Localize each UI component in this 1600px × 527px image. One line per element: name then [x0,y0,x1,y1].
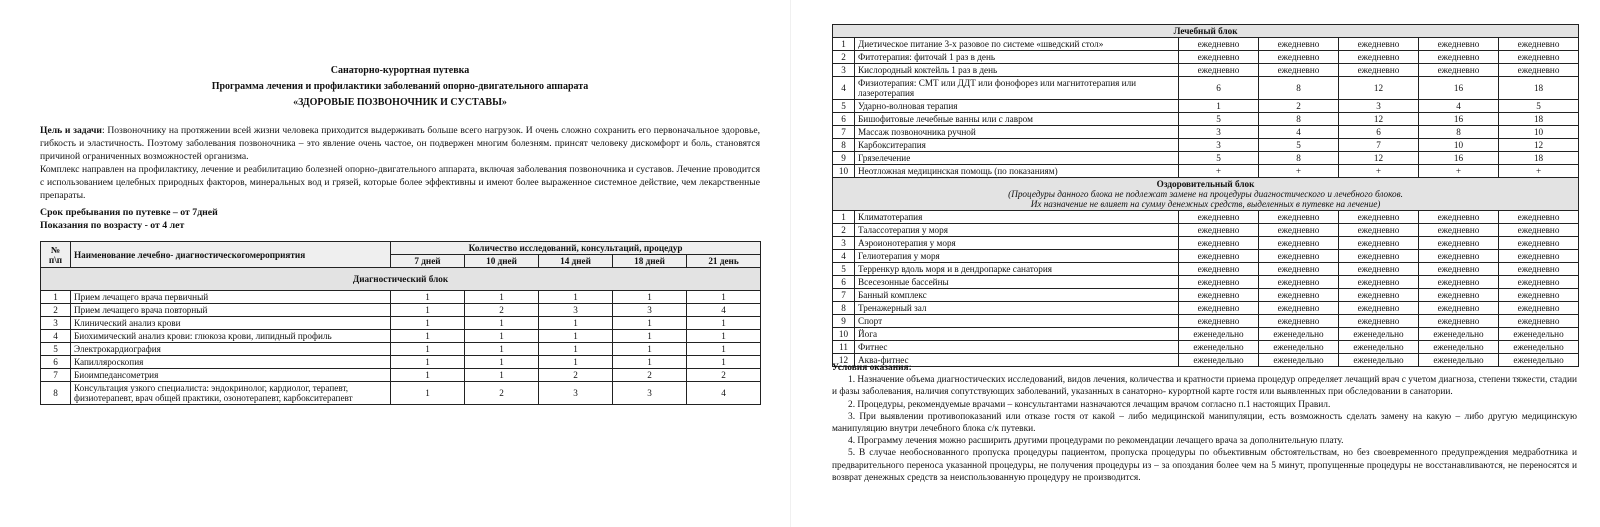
row-name: Капилляроскопия [71,356,391,369]
day-header: 18 дней [613,255,687,268]
row-value: 1 [465,317,539,330]
table-row [833,64,1579,77]
condition-item: 3. При выявлении противопоказаний или отказе гостя от какой – либо медицинской манипуляции, есть возможность сделать замену на какую – либо другую медицинскую манипуляцию внутри лечебного блока с/к путевки. [832,411,1577,435]
row-value: ежедневно [1259,250,1339,263]
row-value: 2 [465,382,539,405]
row-number: 2 [833,51,855,64]
section-row [41,268,761,291]
row-value: ежедневно [1499,64,1579,77]
row-value: 5 [1499,100,1579,113]
row-value: 1 [391,330,465,343]
row-value: ежедневно [1259,211,1339,224]
row-value: ежедневно [1419,38,1499,51]
table-row [41,291,761,304]
table-row [833,139,1579,152]
row-number: 2 [833,224,855,237]
row-value: еженедельно [1259,354,1339,367]
row-value: ежедневно [1179,211,1259,224]
row-value: + [1419,165,1499,178]
table-row [833,126,1579,139]
row-value: ежедневно [1419,211,1499,224]
row-value: еженедельно [1339,354,1419,367]
row-number: 7 [833,126,855,139]
row-number: 4 [41,330,71,343]
table-row [833,165,1579,178]
row-value: еженедельно [1179,354,1259,367]
row-value: ежедневно [1339,276,1419,289]
row-value: еженедельно [1419,341,1499,354]
row-name: Диетическое питание 3-х разовое по системе «шведский стол» [855,38,1179,51]
row-value: ежедневно [1339,315,1419,328]
row-value: ежедневно [1419,315,1499,328]
row-value: ежедневно [1259,276,1339,289]
row-value: 3 [613,304,687,317]
row-number: 11 [833,341,855,354]
row-value: ежедневно [1419,51,1499,64]
row-value: ежедневно [1419,237,1499,250]
row-value: 1 [539,330,613,343]
row-number: 5 [833,100,855,113]
row-value: 8 [1419,126,1499,139]
row-value: 16 [1419,77,1499,100]
table-row [833,51,1579,64]
table-row [833,276,1579,289]
row-number: 8 [41,382,71,405]
row-value: 12 [1339,77,1419,100]
row-name: Талассотерапия у моря [855,224,1179,237]
row-value: 12 [1339,113,1419,126]
row-number: 10 [833,328,855,341]
row-value: 1 [465,356,539,369]
row-value: 5 [1179,113,1259,126]
row-name: Прием лечащего врача повторный [71,304,391,317]
row-name: Биоимпедансометрия [71,369,391,382]
condition-item: 4. Программу лечения можно расширить другими процедурами по рекомендации лечащего врача за дополнительную плату. [848,436,1344,447]
row-value: 5 [1179,152,1259,165]
row-value: 3 [1179,139,1259,152]
row-value: ежедневно [1419,276,1499,289]
row-value: ежедневно [1179,64,1259,77]
row-value: еженедельно [1339,341,1419,354]
row-value: ежедневно [1259,224,1339,237]
row-value: 1 [391,382,465,405]
row-value: 1 [539,291,613,304]
conditions-title: Условия оказания: [832,363,912,373]
row-value: 3 [539,382,613,405]
conditions [832,362,1577,484]
row-value: ежедневно [1339,211,1419,224]
row-value: ежедневно [1179,224,1259,237]
row-value: 2 [613,369,687,382]
row-value: 4 [687,304,761,317]
row-value: 10 [1499,126,1579,139]
row-value: 1 [391,369,465,382]
row-value: еженедельно [1179,341,1259,354]
row-value: ежедневно [1499,302,1579,315]
row-value: + [1499,165,1579,178]
row-number: 5 [833,263,855,276]
table-row [41,330,761,343]
wellness-note: Их назначение не влияет на сумму денежных средств, выделенных в путевке на лечение) [1030,199,1381,209]
row-value: ежедневно [1339,224,1419,237]
table-row [833,289,1579,302]
row-value: ежедневно [1179,315,1259,328]
row-value: ежедневно [1179,276,1259,289]
table-row [41,382,761,405]
row-value: 1 [1179,100,1259,113]
row-value: ежедневно [1499,315,1579,328]
row-name: Консультация узкого специалиста: эндокринолог, кардиолог, терапевт, физиотерапевт, врач общей практики, озонотерапевт, карбокситерапевт [71,382,391,405]
row-name: Биохимический анализ крови: глюкоза крови, липидный профиль [71,330,391,343]
goals-text: : Позвоночнику на протяжении всей жизни человека приходится выдерживать больше всего нагрузок. И очень сложно сохранить его первоначальное здоровье, гибкость и эластичность. Поэтому заболевания позвоночника – это явление очень частое, он подвержен многим болезням. принсят человеку дискомфорт и боль, становятся причиной ограниченных возможностей организма. [40,125,760,162]
row-value: 1 [539,343,613,356]
row-value: 6 [1179,77,1259,100]
row-value: еженедельно [1499,354,1579,367]
row-name: Ударно-волновая терапия [855,100,1179,113]
row-value: ежедневно [1179,51,1259,64]
row-number: 2 [41,304,71,317]
table-row [41,343,761,356]
row-number: 8 [833,302,855,315]
row-value: 1 [465,330,539,343]
wellness-block-title: Оздоровительный блок [1156,179,1255,189]
row-value: 18 [1499,113,1579,126]
row-name: Банный комплекс [855,289,1179,302]
day-header: 21 день [687,255,761,268]
row-value: 4 [1419,100,1499,113]
table-row [833,224,1579,237]
row-value: 1 [391,304,465,317]
row-number: 1 [833,211,855,224]
table-row [833,211,1579,224]
row-name: Аэроионотерапия у моря [855,237,1179,250]
row-value: 10 [1419,139,1499,152]
row-value: ежедневно [1419,224,1499,237]
row-value: 2 [1259,100,1339,113]
row-value: 1 [687,356,761,369]
row-value: еженедельно [1259,341,1339,354]
diagnostic-table [40,241,761,405]
row-value: ежедневно [1259,237,1339,250]
row-value: 2 [687,369,761,382]
row-name: Спорт [855,315,1179,328]
row-value: 2 [539,369,613,382]
page-divider [790,0,791,527]
row-value: ежедневно [1259,64,1339,77]
row-value: 5 [1259,139,1339,152]
row-name: Неотложная медицинская помощь (по показаниям) [855,165,1179,178]
row-value: 18 [1499,152,1579,165]
row-value: ежедневно [1339,302,1419,315]
row-value: + [1339,165,1419,178]
row-value: 1 [465,343,539,356]
row-number: 7 [833,289,855,302]
row-number: 6 [833,276,855,289]
row-number: 4 [833,77,855,100]
row-value: ежедневно [1419,250,1499,263]
row-value: еженедельно [1259,328,1339,341]
row-value: 12 [1499,139,1579,152]
row-value: ежедневно [1339,237,1419,250]
row-value: ежедневно [1499,237,1579,250]
table-row [833,38,1579,51]
row-name: Карбокситерапия [855,139,1179,152]
program-title: Программа лечения и профилактики заболеваний опорно-двигательного аппарата [211,81,589,92]
row-name: Массаж позвоночника ручной [855,126,1179,139]
row-value: 1 [391,291,465,304]
row-value: 16 [1419,152,1499,165]
table-row [833,263,1579,276]
row-number: 7 [41,369,71,382]
row-name: Фитотерапия: фиточай 1 раз в день [855,51,1179,64]
day-header: 14 дней [539,255,613,268]
table-row [833,302,1579,315]
row-number: 9 [833,315,855,328]
row-value: 3 [539,304,613,317]
row-value: 1 [687,317,761,330]
row-value: 1 [465,369,539,382]
table-row [833,328,1579,341]
row-value: 1 [687,330,761,343]
row-value: 1 [613,330,687,343]
table-row [41,356,761,369]
right-page [800,0,1600,527]
row-number: 3 [833,64,855,77]
row-number: 9 [833,152,855,165]
row-value: ежедневно [1499,224,1579,237]
row-name: Бишофитовые лечебные ванны или с лавром [855,113,1179,126]
row-value: ежедневно [1419,64,1499,77]
voucher-title: Санаторно-курортная путевка [330,65,470,76]
row-value: ежедневно [1499,211,1579,224]
row-value: ежедневно [1179,289,1259,302]
stay-duration: Срок пребывания по путевке – от 7дней [40,207,218,218]
program-name: «ЗДОРОВЫЕ ПОЗВОНОЧНИК И СУСТАВЫ» [293,97,507,108]
row-value: 7 [1339,139,1419,152]
row-number: 8 [833,139,855,152]
row-value: ежедневно [1499,289,1579,302]
day-header: 7 дней [391,255,465,268]
row-value: ежедневно [1499,263,1579,276]
row-name: Терренкур вдоль моря и в дендропарке санатория [855,263,1179,276]
table-row [41,317,761,330]
row-name: Физиотерапия: СМТ или ДДТ или фонофорез или магнитотерапия или лазеротерапия [855,77,1179,100]
row-value: ежедневно [1499,51,1579,64]
table-row [833,237,1579,250]
row-value: 1 [613,343,687,356]
row-value: 3 [1339,100,1419,113]
row-value: ежедневно [1339,64,1419,77]
row-value: ежедневно [1259,315,1339,328]
table-row [833,341,1579,354]
condition-item: 5. В случае необоснованного пропуска процедуры пациентом, пропуска процедуры по объективным обстоятельствам, но без своевременного предупреждения медработника и предварительного переноса указанной процедуры, не получения процедуры из – за опоздания более чем на 5 минут, пропущенные процедуры не восстанавливаются, не переносятся и возврат денежных средств за неиспользованную процедуру не производится. [832,448,1577,483]
row-value: 4 [1259,126,1339,139]
row-value: 8 [1259,77,1339,100]
row-value: ежедневно [1499,276,1579,289]
row-name: Грязелечение [855,152,1179,165]
goals-lead: Цель и задачи [40,125,102,136]
row-number: 3 [41,317,71,330]
row-number: 4 [833,250,855,263]
col-group-header: Количество исследований, консультаций, процедур [391,242,761,255]
section-title: Диагностический блок [41,268,761,291]
row-number: 12 [833,354,855,367]
wellness-block-header [833,178,1579,211]
condition-item: 1. Назначение объема диагностических исследований, видов лечения, количества и кратности приема процедур определяет лечащий врач с учетом диагноза, степени тяжести, стадии и фазы заболевания, наличия сопутствующих заболеваний, указанных в санаторно- курортной карте гостя или выявленных при обследовании в санатории. [832,375,1577,398]
row-value: ежедневно [1179,237,1259,250]
row-value: еженедельно [1419,354,1499,367]
row-value: еженедельно [1419,328,1499,341]
row-name: Прием лечащего врача первичный [71,291,391,304]
table-row [833,77,1579,100]
row-value: 1 [391,343,465,356]
row-name: Гелиотерапия у моря [855,250,1179,263]
wellness-section-row [833,178,1579,211]
row-value: ежедневно [1179,263,1259,276]
stay-info [40,206,218,232]
row-number: 5 [41,343,71,356]
row-value: ежедневно [1339,289,1419,302]
row-number: 10 [833,165,855,178]
treatment-section-row [833,25,1579,38]
row-value: 4 [687,382,761,405]
left-page [0,0,780,527]
row-name: Климатотерапия [855,211,1179,224]
complex-text: Комплекс направлен на профилактику, лечение и реабилитацию болезней опорно-двигательного аппарата, включая заболевания позвоночника и суставов. Лечение проводится с использованием целебных природных факторов, минеральных вод и грязей, которые более эффективны и имеют более выраженное системное действие, чем лекарственные препараты. [40,164,760,201]
row-name: Кислородный коктейль 1 раз в день [855,64,1179,77]
condition-item: 2. Процедуры, рекомендуемые врачами – консультантами назначаются лечащим врачом согласно п.1 настоящих Правил. [848,399,1331,410]
row-value: ежедневно [1419,263,1499,276]
row-number: 6 [833,113,855,126]
row-value: ежедневно [1499,38,1579,51]
row-number: 1 [41,291,71,304]
wellness-note: (Процедуры данного блока не подлежат замене на процедуры диагностического и лечебного блоков. [1008,189,1403,199]
row-value: 1 [539,317,613,330]
row-value: 1 [613,356,687,369]
row-value: ежедневно [1419,289,1499,302]
row-value: ежедневно [1339,263,1419,276]
row-value: 8 [1259,152,1339,165]
row-value: ежедневно [1259,38,1339,51]
table-row [833,100,1579,113]
row-number: 1 [833,38,855,51]
row-value: 1 [539,356,613,369]
row-value: 6 [1339,126,1419,139]
row-value: ежедневно [1259,302,1339,315]
row-value: 1 [391,356,465,369]
row-value: 3 [1179,126,1259,139]
row-value: ежедневно [1179,302,1259,315]
table-header-row [41,242,761,255]
row-value: 18 [1499,77,1579,100]
row-value: 1 [613,291,687,304]
row-value: 1 [391,317,465,330]
row-value: 1 [687,343,761,356]
row-value: 1 [687,291,761,304]
table-row [41,304,761,317]
row-value: 3 [613,382,687,405]
row-value: ежедневно [1339,250,1419,263]
row-value: + [1259,165,1339,178]
row-value: еженедельно [1179,328,1259,341]
row-value: 8 [1259,113,1339,126]
row-value: еженедельно [1499,328,1579,341]
row-value: ежедневно [1259,51,1339,64]
row-value: еженедельно [1499,341,1579,354]
row-name: Клинический анализ крови [71,317,391,330]
table-row [833,113,1579,126]
row-name: Аква-фитнес [855,354,1179,367]
row-value: ежедневно [1259,289,1339,302]
row-value: ежедневно [1179,250,1259,263]
row-name: Тренажерный зал [855,302,1179,315]
row-value: 2 [465,304,539,317]
table-row [833,315,1579,328]
row-value: ежедневно [1259,263,1339,276]
row-value: ежедневно [1339,51,1419,64]
row-value: 12 [1339,152,1419,165]
row-name: Всесезонные бассейны [855,276,1179,289]
day-header: 10 дней [465,255,539,268]
row-value: ежедневно [1339,38,1419,51]
row-value: 1 [613,317,687,330]
table-row [833,152,1579,165]
row-value: ежедневно [1179,38,1259,51]
treatment-block-title: Лечебный блок [833,25,1579,38]
row-value: 16 [1419,113,1499,126]
row-number: 6 [41,356,71,369]
row-name: Фитнес [855,341,1179,354]
intro-text [40,124,760,202]
row-value: + [1179,165,1259,178]
row-number: 3 [833,237,855,250]
col-name-header: Наименование лечебно- диагностическогомероприятия [71,242,391,268]
row-name: Йога [855,328,1179,341]
col-number-header: № п\п [41,242,71,268]
row-value: 1 [465,291,539,304]
row-name: Электрокардиография [71,343,391,356]
table-row [833,250,1579,263]
table-row [41,369,761,382]
age-indication: Показания по возрасту - от 4 лет [40,220,185,231]
row-value: еженедельно [1339,328,1419,341]
row-value: ежедневно [1499,250,1579,263]
treatment-table [832,24,1579,367]
row-value: ежедневно [1419,302,1499,315]
